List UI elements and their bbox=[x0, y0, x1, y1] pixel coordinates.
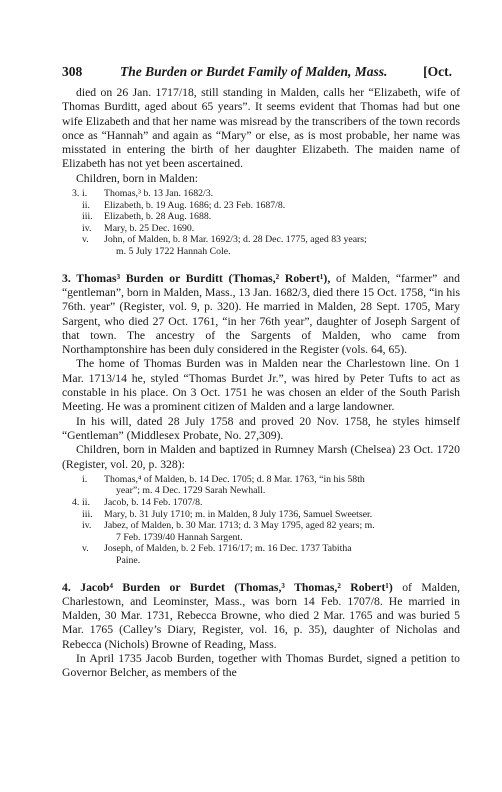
list-item: iv. Jabez, of Malden, b. 30 Mar. 1713; d. 3 May 1795, aged 82 years; m. 7 Feb. 1739/40 Hannah Sargent. bbox=[82, 520, 375, 543]
children-list-thomas3 bbox=[62, 474, 460, 567]
entry-paragraph: 4. Jacob⁴ Burden or Burdet (Thomas,³ Thomas,² Robert¹) of Malden, Charlestown, and Leominster, Mass., was born 14 Feb. 1707/8. He married in Malden, 30 Mar. 1731, Rebecca Browne, who died 2 Mar. 1765 and was buried 5 Mar. 1765 (Calley’s Diary, Register, vol. 16, p. 35), daughter of Nicholas and Rebecca (Nichols) Browne of Reading, Mass. bbox=[62, 580, 460, 651]
list-item: iv. Mary, b. 25 Dec. 1690. bbox=[82, 222, 195, 234]
list-item: 4. ii. Jacob, b. 14 Feb. 1707/8. bbox=[72, 496, 203, 508]
list-item: i. Thomas,⁴ of Malden, b. 14 Dec. 1705; d. 8 Mar. 1763, “in his 58th year”; m. 4 Dec. 1729 Sarah Newhall. bbox=[82, 473, 365, 497]
running-title: The Burden or Burdet Family of Malden, Mass. bbox=[120, 64, 388, 79]
list-item: iii. Mary, b. 31 July 1710; m. in Malden, 8 July 1736, Samuel Sweetser. bbox=[82, 508, 373, 520]
running-header bbox=[62, 64, 452, 82]
children-list-thomas2 bbox=[62, 188, 460, 258]
page-body bbox=[62, 86, 460, 681]
entry-paragraph: The home of Thomas Burden was in Malden near the Charlestown line. On 1 Mar. 1713/14 he, styled “Thomas Burdet Jr.”, was hired by Peter Tufts to act as constable in his place. On 3 Oct. 1751 he was chosen an elder of the South Parish Meeting. He was a prominent citizen of Malden and a large landowner. bbox=[62, 357, 460, 414]
entry-paragraph: 3. Thomas³ Burden or Burditt (Thomas,² Robert¹), of Malden, “farmer” and “gentleman”, born in Malden, Mass., 13 Jan. 1682/3, died there 15 Oct. 1758, “in his 76th. year” (Register, vol. 9, p. 320). He married in Malden, 28 Sept. 1705, Mary Sargent, who died 27 Oct. 1761, “in her 76th year”, daughter of Joseph Sargent of that town. The ancestry of the Sargents of Malden, who came from Northamptonshire has been duly considered in the Register (vols. 64, 65). bbox=[62, 271, 460, 357]
list-item: v. Joseph, of Malden, b. 2 Feb. 1716/17; m. 16 Dec. 1737 Tabitha Paine. bbox=[82, 543, 352, 566]
entry-thomas3 bbox=[62, 272, 460, 567]
entry-heading: 3. Thomas³ Burden or Burditt (Thomas,² Robert¹), bbox=[62, 271, 331, 285]
list-item: iii. Elizabeth, b. 28 Aug. 1688. bbox=[82, 211, 212, 223]
intro-paragraph: died on 26 Jan. 1717/18, still standing in Malden, calls her “Elizabeth, wife of Thomas Burditt, aged about 65 years”. It seems evident that Thomas had but one wife Elizabeth and that her name was misread by the transcribers of the town records once as “Hannah” and again as “Mary” or else, as is most probable, her name was misstated in entering the birth of her daughter Elizabeth. The maiden name of Elizabeth has not yet been ascertained. bbox=[62, 86, 460, 171]
list-item: v. John, of Malden, b. 8 Mar. 1692/3; d. 28 Dec. 1775, aged 83 years; m. 5 July 1722 Hannah Cole. bbox=[82, 234, 367, 258]
list-item: ii. Elizabeth, b. 19 Aug. 1686; d. 23 Feb. 1687/8. bbox=[82, 199, 286, 211]
entry-paragraph: In April 1735 Jacob Burden, together with Thomas Burdet, signed a petition to Governor Belcher, as members of the bbox=[62, 652, 460, 680]
children-intro: Children, born in Malden and baptized in Rumney Marsh (Chelsea) 23 Oct. 1720 (Register, vol. 20, p. 328): bbox=[62, 443, 460, 471]
list-item: 3. i. Thomas,³ b. 13 Jan. 1682/3. bbox=[72, 188, 214, 200]
issue-month: [Oct. bbox=[423, 64, 452, 79]
entry-heading: 4. Jacob⁴ Burden or Burdet (Thomas,³ Thomas,² Robert¹) bbox=[62, 580, 393, 594]
page-number: 308 bbox=[62, 64, 83, 79]
children-intro: Children, born in Malden: bbox=[76, 171, 199, 185]
entry-paragraph: In his will, dated 28 July 1758 and proved 20 Nov. 1758, he styles himself “Gentleman” (Middlesex Probate, No. 27,309). bbox=[62, 414, 460, 442]
entry-jacob4 bbox=[62, 581, 460, 681]
